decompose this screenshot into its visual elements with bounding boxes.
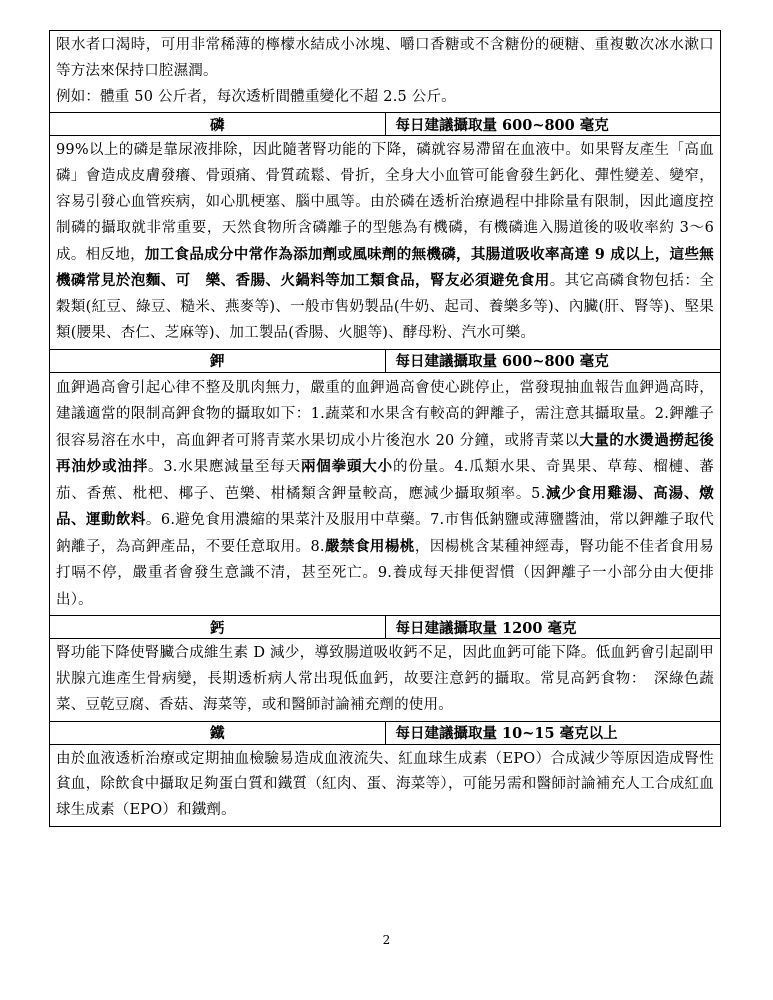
potassium-text-4: 。6.避免食用濃縮的果菜汁及服用中草藥。7.市售低鈉鹽或薄鹽醬油，常以鉀離子取代鈉離子，為高鉀產品，不要任意取用。8. [56, 512, 715, 555]
iron-paragraph: 由於血液透析治療或定期抽血檢驗易造成血液流失、紅血球生成素（EPO）合成減少等原因造成腎性貧血，除飲食中攝取足夠蛋白質和鐵質（紅肉、蛋、海菜等），可能另需和醫師討論補充人工合成紅血球生成素（EPO）和鐵劑。 [56, 750, 714, 819]
iron-header-row [50, 721, 721, 744]
potassium-body [50, 372, 721, 616]
phosphorus-text-b: 。其它高磷食物包括：全穀類(紅豆、綠豆、糙米、燕麥等)、一般市售奶製品(牛奶、起司、養樂多等)、內臟(肝、腎等)、堅果類(腰果、杏仁、芝麻等)、加工製品(香腸、火腿等)、酵母粉、汽水可樂。 [56, 273, 714, 341]
potassium-bold-4: 嚴禁食用楊桃 [324, 537, 415, 555]
phosphorus-text-a: 99%以上的磷是靠尿液排除，因此隨著腎功能的下降，磷就容易滯留在血液中。如果腎友產生「高血磷」會造成皮膚發癢、骨頭痛、骨質疏鬆、骨折，全身大小血管可能會發生鈣化、彈性變差、變窄，容易引發心血管疾病，如心肌梗塞、腦中風等。由於磷在透析治療過程中排除量有限制，因此適度控制磷的攝取就非常重要，天然食物所含磷離子的型態為有機磷，有機磷進入腸道後的吸收率約 3～6 成。相反地， [56, 142, 714, 263]
phosphorus-bold-a: 加工食品成分中常作為添加劑或風味劑的無機磷，其腸道吸收率高達 9 成以上，這些無機磷常見於泡麵、可 樂、香腸、火鍋料等加工類食品，腎友必須避免食用 [56, 245, 715, 290]
iron-body-row [50, 744, 721, 826]
phosphorus-header-row [50, 113, 721, 136]
potassium-text-1: 血鉀過高會引起心律不整及肌肉無力，嚴重的血鉀過高會使心跳停止，當發現抽血報告血鉀過高時，建議適當的限制高鉀食物的攝取如下：1.蔬菜和水果含有較高的鉀離子，需注意其攝取量。2.鉀離子很容易溶在水中，高血鉀者可將青菜水果切成小片後泡水 20 分鐘，或將青菜以 [56, 379, 714, 449]
potassium-dose: 每日建議攝取量 600~800 毫克 [385, 349, 721, 372]
potassium-text-2: 。3.水果應減量至每天 [148, 459, 301, 476]
water-cell [50, 31, 721, 113]
phosphorus-paragraph [56, 138, 714, 346]
calcium-paragraph: 腎功能下降使腎臟合成維生素 D 減少，導致腸道吸收鈣不足，因此血鈣可能下降。低血鈣會引起副甲狀腺亢進產生骨病變，長期透析病人常出現低血鈣，故要注意鈣的攝取。常見高鈣食物： 深綠色蔬菜、豆乾豆腐、香菇、海菜等，或和醫師討論補充劑的使用。 [56, 645, 714, 713]
iron-body [50, 744, 721, 826]
potassium-paragraph [56, 375, 714, 614]
calcium-body-row [50, 639, 721, 721]
potassium-name: 鉀 [50, 349, 386, 372]
iron-dose: 每日建議攝取量 10~15 毫克以上 [385, 721, 721, 744]
water-row [50, 31, 721, 113]
potassium-bold-2: 兩個拳頭大小 [300, 458, 393, 476]
calcium-name: 鈣 [50, 616, 386, 639]
iron-name: 鐵 [50, 721, 386, 744]
water-paragraph: 限水者口渴時，可用非常稀薄的檸檬水結成小冰塊、嚼口香糖或不含糖份的硬糖、重複數次冰水漱口等方法來保持口腔濕潤。 [56, 37, 714, 79]
potassium-bold-3: 減少食用雞湯、高湯、燉品、運動飲料 [56, 484, 714, 529]
calcium-body [50, 639, 721, 721]
nutrition-table [49, 30, 721, 827]
water-example: 例如：體重 50 公斤者，每次透析間體重變化不超 2.5 公斤。 [56, 88, 456, 105]
phosphorus-body-row [50, 136, 721, 349]
potassium-bold-1: 大量的水燙過撈起後再油炒或油拌 [56, 431, 714, 476]
potassium-body-row [50, 372, 721, 616]
calcium-header-row [50, 616, 721, 639]
potassium-text-5: ，因楊桃含某種神經毒，腎功能不佳者食用易打嗝不停，嚴重者會發生意識不清，甚至死亡。9.養成每天排便習慣（因鉀離子一小部分由大便排出）。 [56, 538, 715, 608]
calcium-dose: 每日建議攝取量 1200 毫克 [385, 616, 721, 639]
page-number: 2 [382, 933, 391, 947]
potassium-text-3: 的份量。4.瓜類水果、奇異果、草莓、榴槤、蕃茄、香蕉、枇杷、椰子、芭樂、柑橘類含鉀量較高，應減少攝取頻率。5. [56, 459, 714, 502]
phosphorus-dose: 每日建議攝取量 600~800 毫克 [385, 113, 721, 136]
phosphorus-name: 磷 [50, 113, 386, 136]
phosphorus-body [50, 136, 721, 349]
potassium-header-row [50, 349, 721, 372]
